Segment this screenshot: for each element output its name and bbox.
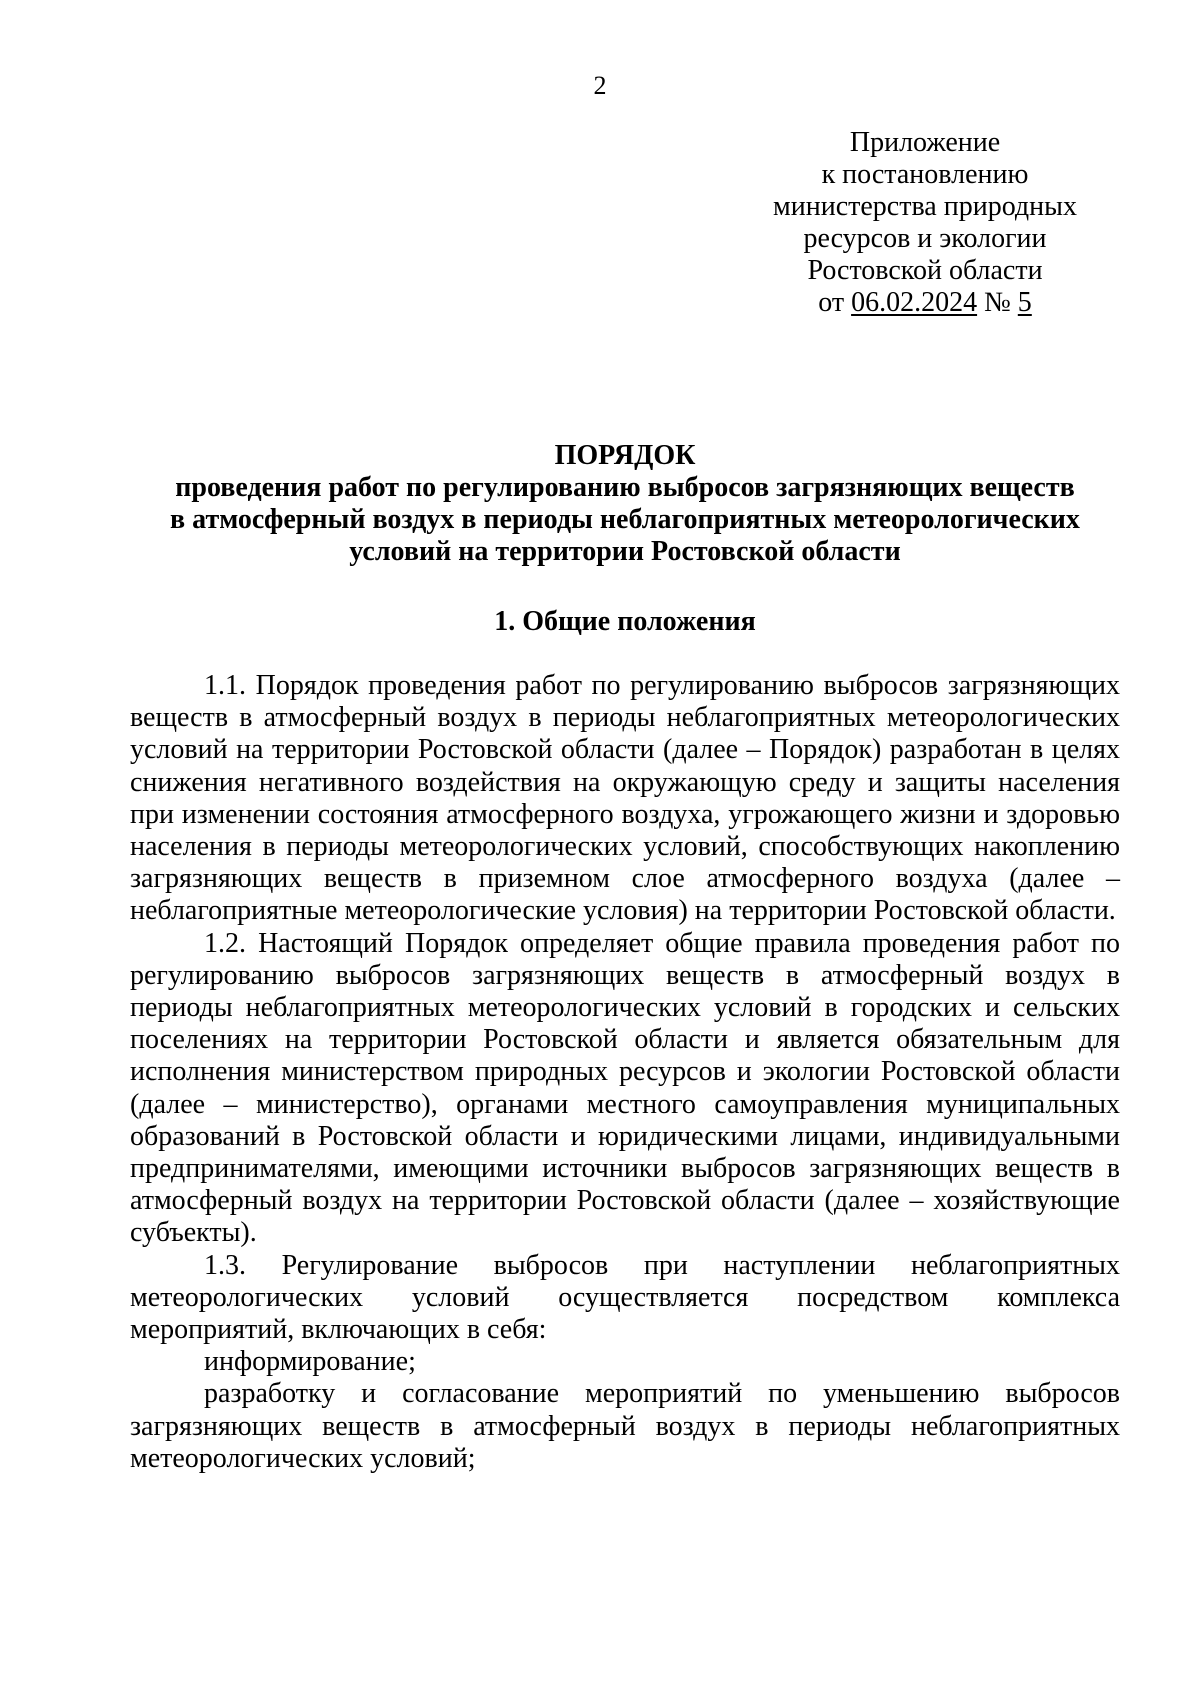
- list-item-inform: информирование;: [204, 1346, 416, 1378]
- paragraph-1-1: 1.1. Порядок проведения работ по регулированию выбросов загрязняющих веществ в атмосферный воздух в периоды неблагоприятных метеорологических условий на территории Ростовской области (далее – Порядок) разработан в целях снижения негативного воздействия на окружающую среду и защиты населения при изменении состояния атмосферного воздуха, угрожающего жизни и здоровью населения в периоды метеорологических условий, способствующих накоплению загрязняющих веществ в приземном слое атмосферного воздуха (далее – неблагоприятные метеорологические условия) на территории Ростовской области.: [130, 670, 1120, 927]
- resolution-date: 06.02.2024: [851, 287, 978, 318]
- appendix-line: Приложение: [849, 127, 1001, 158]
- appendix-date-line: [735, 287, 1115, 319]
- paragraph-1-3: 1.3. Регулирование выбросов при наступлении неблагоприятных метеорологических условий осуществляется посредством комплекса мероприятий, включающих в себя:: [130, 1249, 1120, 1346]
- page-number: 2: [593, 71, 607, 100]
- appendix-line: к постановлению: [821, 159, 1029, 190]
- resolution-number: 5: [1017, 287, 1032, 318]
- section-title: 1. Общие положения: [494, 606, 756, 637]
- document-heading: [130, 440, 1120, 568]
- date-prefix: от: [818, 287, 852, 318]
- document-title: ПОРЯДОК: [554, 440, 696, 471]
- appendix-line: Ростовской области: [807, 255, 1043, 286]
- list-item-develop: разработку и согласование мероприятий по уменьшению выбросов загрязняющих веществ в атмосферный воздух в периоды неблагоприятных метеорологических условий;: [130, 1378, 1120, 1474]
- document-subtitle-line: условий на территории Ростовской области: [349, 536, 901, 567]
- document-subtitle-line: в атмосферный воздух в периоды неблагоприятных метеорологических: [170, 504, 1080, 535]
- appendix-line: министерства природных: [773, 191, 1077, 222]
- number-sign: №: [977, 287, 1018, 318]
- section-body: [130, 670, 1120, 1475]
- appendix-block: [735, 127, 1115, 319]
- paragraph-1-2: 1.2. Настоящий Порядок определяет общие правила проведения работ по регулированию выбросов загрязняющих веществ в атмосферный воздух в периоды неблагоприятных метеорологических условий в городских и сельских поселениях на территории Ростовской области и является обязательным для исполнения министерством природных ресурсов и экологии Ростовской области (далее – министерство), органами местного самоуправления муниципальных образований в Ростовской области и юридическими лицами, индивидуальными предпринимателями, имеющими источники выбросов загрязняющих веществ в атмосферный воздух на территории Ростовской области (далее – хозяйствующие субъекты).: [130, 927, 1120, 1249]
- document-subtitle-line: проведения работ по регулированию выбросов загрязняющих веществ: [175, 472, 1075, 503]
- appendix-line: ресурсов и экологии: [803, 223, 1047, 254]
